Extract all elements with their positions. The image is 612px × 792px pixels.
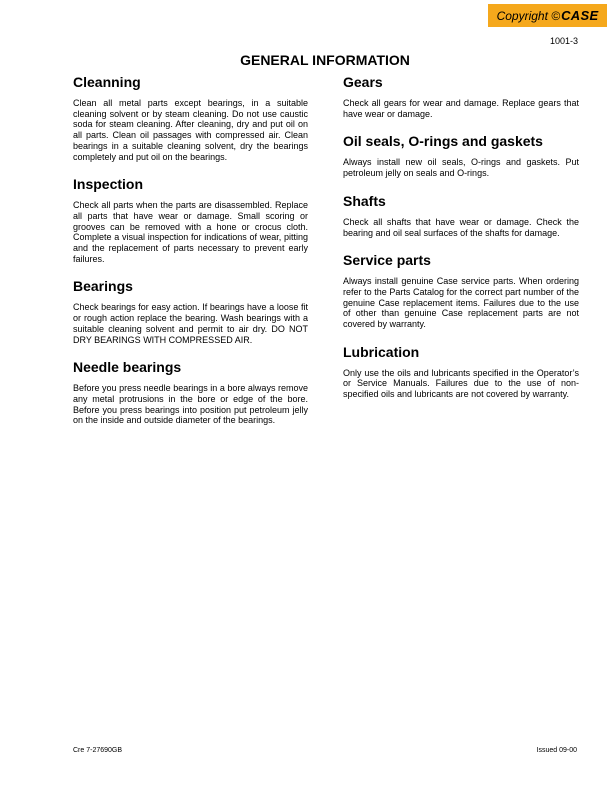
section-heading-lubrication: Lubrication [343,343,420,360]
section-text-oil-seals: Always install new oil seals, O-rings and gaskets. Put petroleum jelly on seals and O-rings. [343,157,579,179]
section-text-inspection: Check all parts when the parts are disassembled. Replace all parts that have wear or damage. Small scoring or grooves can be removed with a hone or crocus cloth. Complete a visual inspection for indications of wear, pitting and the replacement of parts necessary to prevent early failures. [73,200,308,264]
section-text-shafts: Check all shafts that have wear or damage. Check the bearing and oil seal surfaces of the shafts for damage. [343,216,579,238]
section-text-gears: Check all gears for wear and damage. Replace gears that have wear or damage. [343,98,579,119]
section-heading-oil-seals: Oil seals, O-rings and gaskets [343,133,543,150]
copyright-badge [488,4,607,27]
section-text-needle-bearings: Before you press needle bearings in a bore always remove any metal protrusions in the bore or edge of the bore. Before you press bearings into position put petroleum jelly on the inside and outside diameter of the bearings. [73,383,308,426]
section-heading-inspection: Inspection [73,176,144,193]
section-heading-needle-bearings: Needle bearings [73,359,182,376]
section-text-cleaning: Clean all metal parts except bearings, in a suitable cleaning solvent or by steam cleaning. Do not use caustic soda for steam cleaning. After cleaning, dry and put oil on all parts. Clean oil passages with compressed air. Clean bearings in a suitable cleaning solvent, dry the bearings completely and put oil on the bearings. [73,98,308,162]
section-text-lubrication: Only use the oils and lubricants specified in the Operator’s or Service Manuals. Failures due to the use of non-specified oils and lubricants are not covered by warranty. [343,367,579,400]
section-heading-shafts: Shafts [343,192,386,209]
right-column [343,74,579,414]
section-text-service-parts: Always install genuine Case service parts. When ordering refer to the Parts Catalog for the correct part number of the genuine Case replacement items. Failures due to the use of other than genuine Case replacement parts are not covered by warranty. [343,276,579,330]
section-text-bearings: Check bearings for easy action. If bearings have a loose fit or rough action replace the bearing. Wash bearings with a suitable cleaning solvent and permit to air dry. DO NOT DRY BEARINGS WITH COMPRESSED AIR. [73,302,308,345]
copyright-text: Copyright © [496,8,561,23]
case-logo: CASE [561,8,599,23]
section-heading-service-parts: Service parts [343,252,431,269]
page-title: GENERAL INFORMATION [240,52,410,68]
left-column [73,74,308,440]
footer-issue-date: Issued 09-00 [536,747,577,754]
section-heading-gears: Gears [343,74,383,90]
section-heading-bearings: Bearings [73,278,133,295]
page-number: 1001-3 [549,36,578,46]
section-heading-cleaning: Cleanning [73,74,141,90]
footer-document-code: Cre 7-27690GB [73,747,123,754]
